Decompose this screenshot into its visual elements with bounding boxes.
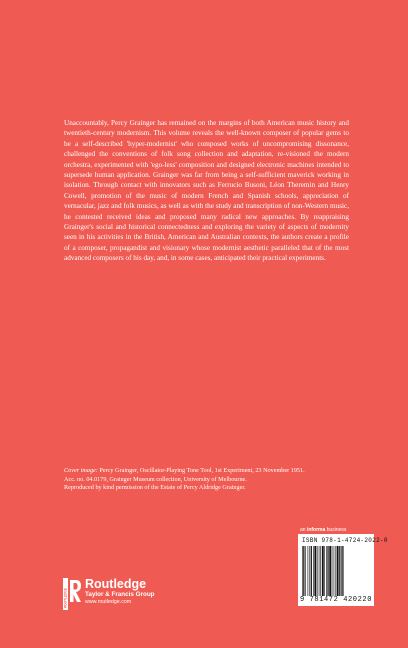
barcode-bar [313, 546, 314, 596]
routledge-logo [63, 578, 155, 610]
informa-prefix: an [300, 527, 306, 533]
credit-line-3: Reproduced by kind permission of the Estate of Percy Aldridge Grainger. [64, 484, 246, 492]
barcode-bar [335, 546, 336, 596]
informa-brand: informa [306, 527, 326, 533]
publisher-url: www.routledge.com [85, 599, 132, 605]
barcode-bars [302, 546, 370, 596]
barcode-bar [305, 546, 306, 596]
barcode-bar [324, 546, 325, 596]
barcode-bar [332, 546, 333, 596]
barcode-bar [341, 546, 342, 596]
cover-image-label: Cover image: [64, 467, 98, 474]
informa-suffix: business [326, 527, 347, 533]
barcode-bar [342, 546, 343, 596]
routledge-r-logo-icon [63, 578, 81, 610]
barcode-bar [339, 546, 340, 596]
cover-image-credit [64, 467, 364, 493]
barcode-bar [322, 546, 324, 596]
barcode-bar [314, 546, 316, 596]
routledge-side-mark: ROUTLEDGE [63, 587, 68, 608]
credit-line-2: Acc. no. 04.0179, Grainger Museum collection, University of Melbourne. [64, 475, 247, 483]
barcode-bar [327, 546, 328, 596]
barcode-bar [319, 546, 320, 596]
credit-line-1: Percy Grainger, Oscillator-Playing Tone Tool, 1st Experiment, 23 November 1951. [99, 467, 305, 474]
barcode-number: 9 781472 420220 [300, 596, 373, 604]
barcode-bar [311, 546, 312, 596]
barcode-bar [308, 546, 309, 596]
barcode-bar [337, 546, 339, 596]
barcode-bar [302, 546, 303, 596]
isbn-barcode [298, 534, 388, 606]
publisher-name: Routledge [85, 577, 147, 591]
back-cover-blurb: Unaccountably, Percy Grainger has remained on the margins of both American music history and twentieth-century modernism. This volume reveals the well-known composer of popular gems to be a self-described 'hyper-modernist' who composed works of uncompromising dissonance, challenged the conventions of folk song collection and adaptation, re-visioned the modern orchestra, experimented with 'ego-less' composition and designed electronic machines intended to supersede human application. Grainger was far from being a self-sufficient maverick working in isolation. Through contact with innovators such as Ferrucio Busoni, Léon Theremin and Henry Cowell, promotion of the music of modern French and Spanish schools, appreciation of vernacular, jazz and folk musics, as well as with the study and transcription of non-Western music, he contested received ideas and proposed many radical new approaches. By reappraising Grainger's social and historical connectedness and exploring the variety of aspects of modernity seen in his activities in the British, American and Australian contexts, the authors create a profile of a composer, propagandist and visionary whose modernist aesthetic paralleled that of the most advanced composers of his day, and, in some cases, anticipated their practical experiments. [64, 119, 349, 263]
barcode-bar [317, 546, 318, 596]
barcode-bar [320, 546, 321, 596]
barcode-bar [329, 546, 331, 596]
barcode-bar [326, 546, 327, 596]
barcode-bar [334, 546, 335, 596]
isbn-label: ISBN 978-1-4724-2022-0 [302, 537, 388, 544]
publisher-group: Taylor & Francis Group [85, 591, 155, 598]
barcode-bar [303, 546, 304, 596]
barcode-bar [309, 546, 310, 596]
informa-business-tag [300, 527, 346, 533]
